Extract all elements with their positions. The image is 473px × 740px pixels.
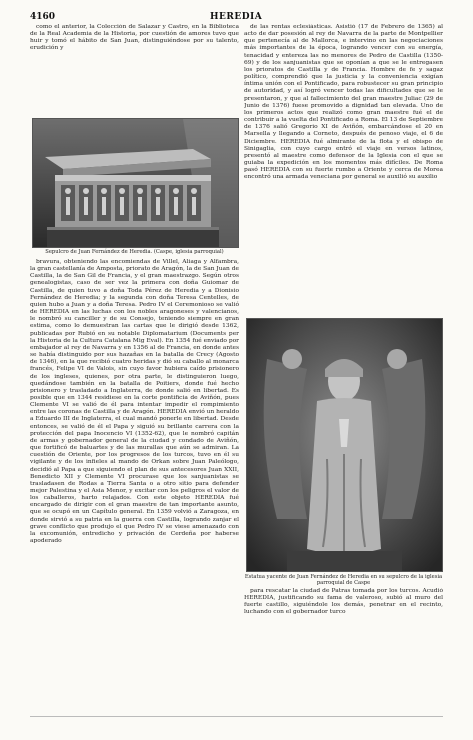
paragraph: bravura, obteniendo las encomiendas de Villel, Aliaga y Alfambra, la gran castellanía de Amposta, priorato de Aragón, la de San Juan de Castilla, la de San Gil de Francia, y el gran maestrazgo. Según otros genealogistas, caso de ser vez la primera con doña Guiomar de Castilla, de quien tuvo a doña Toda Pérez de Heredia y a Dionisio Fernández de Heredia; y la segunda con doña Teresa Centelles, de quien hubo a Juan y a doña Teresa. Pedro IV el Ceremonioso se valió de HEREDIA en las luchas con los nobles aragoneses y valencianos, le nombró su canciller y de su Consejo, teniendo siempre en gran estima, como lo demuestran las cartas que le dirigió desde 1362, publicadas por Rubió en su notable Diplomatarium (Documents per la Historia de la Cultura Catalana Mig Eval). En 1354 fué enviado por embajador al rey de Navarra y en 1356 al de Francia, en donde antes se había distinguido por sus hazañas en la batalla de Crecy (Agosto de 1346), en la que recibió cuatro heridas y dió su caballo al monarca francés, Felipe VI de Valois, sin cuyo favor hubiera caído prisionero de los ingleses, quienes, por otra parte, le distinguieron luego, quedándose también en la batalla de Poitiers, donde fué hecho prisionero y trasladado a Inglaterra, de donde salió en libertad. Es posible que en 1344 residiese en la corte pontificia de Aviñón, pues Clemente VI se valió de él para intentar impedir el rompimiento entre las coronas de Castilla y de Aragón. HEREDIA envió un heraldo a Eduardo III de Inglaterra, el cual mandó ponerle en libertad. Desde entonces, se valió de él el Papa y siguió su brillante carrera con la protección del papa Inocencio VI (1352-62), que le nombró capitán de armas y gobernador general de la ciudad y condado de Aviñón, que fortificó de baluartes y de las murallas que aún se admiran. La cuestión de Oriente, por los progresos de los turcos, tuvo en él su vigilante y de los infieles al mando de Orkan sobre Juan Paleólogo, decidió al Papa a que siguiendo el plan de sus antecesores Juan XXII, Benedicto XII y Clemente VI procurase que los sanjuanistas se trasladasen de Rodas a Tierra Santa o a otro sitio para defender mejor Palestina y el Asia Menor, y excitar con los peligros el valor de los caballeros, harto relajados. Con este objeto HEREDIA fué encargado de dirigir con el gran maestre de tan importante asunto, que se ocupó en un Capítulo general. En 1359 volvió a Zaragoza, en donde sirvió a su patria en la guerra con Castilla, logrando zanjar el grave conflicto que produjo el que Pedro IV se viese amenazado con la excomunión, entredicho y privación de Cerdeña por haberse apoderado: [30, 259, 239, 545]
page-number: 4160: [30, 12, 56, 22]
statue-photograph: [246, 318, 443, 572]
figure-caption-statue: Estatua yacente de Juan Fernández de Heredia en su sepulcro de la iglesia parroquial de Caspe: [244, 574, 443, 587]
tomb-photograph: [32, 118, 239, 248]
column-right-bottom: [244, 588, 443, 710]
paragraph: para rescatar la ciudad de Patras tomada por los turcos. Acudió HEREDIA, justificando su fama de valeroso, subió al muro del fuerte castillo, siguiéndole los demás, penetrar en el recinto, luchando con el gobernador turco: [244, 588, 443, 616]
paragraph: como el anterior, la Colección de Salazar y Castro, en la Biblioteca de la Real Academia de la Historia, por cuestión de amores tuvo que huir y tomó el hábito de San Juan, distinguiéndose por su talento, erudición y: [30, 24, 239, 52]
bottom-rule: [30, 716, 443, 717]
column-left-bottom: [30, 259, 239, 709]
figure-caption-tomb: Sepulcro de Juan Fernández de Heredia. (Caspe, iglesia parroquial): [45, 249, 224, 255]
paragraph: de las rentas eclesiásticas. Asistió (17 de Febrero de 1365) al acto de dar posesión al rey de Navarra de la parte de Montpellier que pertenecía al de Mallorca, e intervino en las negociaciones más importantes de la época, logrando vencer con su energía, tenacidad y entereza las no menores de Pedro de Castilla (1350-69) y de los sanjuanistas que se oponían a que se le entregasen los prioratos de Castilla y de Francia. Hombre de fe y sagaz político, comprendió que la justicia y la conveniencia exigían íntima unión con el Pontificado, para robustecer su gran principio de autoridad, y así logró vencer todas las dificultades que se le presentaron, y que al fallecimiento del gran maestre Juliac (29 de Junio de 1376) fuese promovido a dignidad tan elevada. Uno de los primeros actos que realizó como gran maestre fué el de contribuir a la vuelta del Pontificado a Roma. El 13 de Septiembre de 1376 salió Gregorio XI de Aviñón, embarcándose el 20 en Marsella y llegando a Corneto, después de penoso viaje, el 6 de Diciembre. HEREDIA fué almirante de la flota y el obispo de Sinigaglia, con cuyo cargo entró el viaje en versos latinos, presentó al maestre como defensor de la Iglesia con el que se guiaba la expedición en los momentos más difíciles. De Roma pasó HEREDIA con su fuerte rumbo a Oriente y cerca de Morea encontró una armada veneciana por general se auxilió su auxilio: [244, 24, 443, 181]
running-headword: HEREDIA: [210, 12, 263, 22]
column-right-top: [244, 24, 443, 316]
